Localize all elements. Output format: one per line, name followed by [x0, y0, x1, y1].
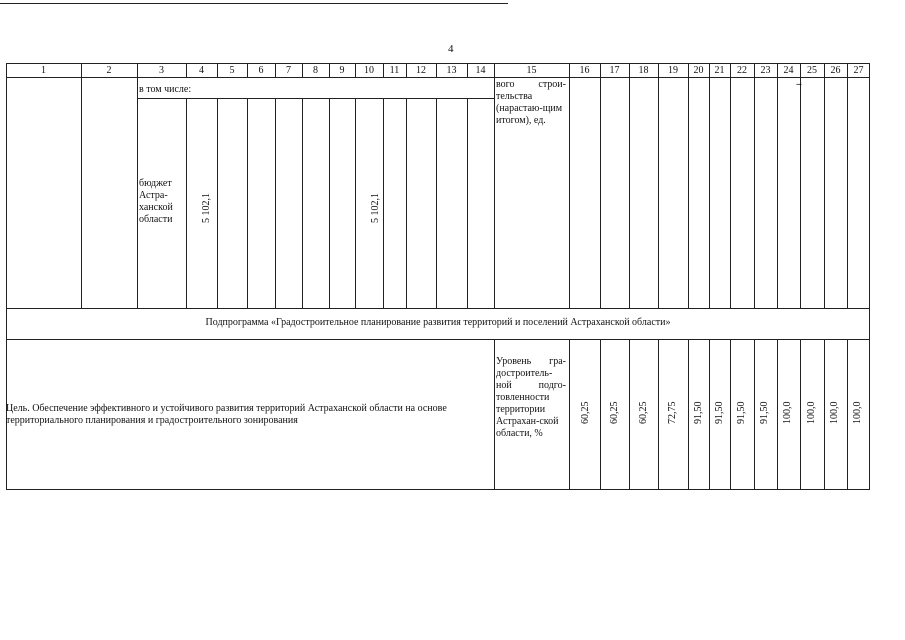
col-header-26: 26	[830, 65, 841, 76]
col-header-13: 13	[446, 65, 457, 76]
goal-value-22: 91,50	[736, 401, 747, 424]
col-header-10: 10	[364, 65, 374, 76]
col-header-17: 17	[609, 65, 620, 76]
col4-value: 5 102,1	[201, 193, 212, 223]
col-header-18: 18	[638, 65, 649, 76]
subprogram-title: Подпрограмма «Градостроительное планирование развития территорий и поселений Астраханской области»	[205, 317, 671, 328]
goal-value-16: 60,25	[580, 401, 591, 424]
goal-value-25: 100,0	[806, 401, 817, 424]
col-header-15: 15	[526, 65, 537, 76]
budget-label: бюджет Астра-ханской области	[139, 178, 173, 225]
col-header-5: 5	[229, 65, 235, 76]
col-header-14: 14	[475, 65, 486, 76]
goal-value-26: 100,0	[829, 401, 840, 424]
col-header-27: 27	[853, 65, 864, 76]
indicator-continued: вого строи-тельства (нарастаю-щим итогом), ед.	[496, 79, 566, 126]
goal-value-17: 60,25	[609, 401, 620, 424]
col-header-7: 7	[286, 65, 291, 76]
col-header-6: 6	[258, 65, 264, 76]
page-number: 4	[448, 43, 454, 55]
col-header-1: 1	[41, 65, 46, 76]
data-table	[6, 63, 870, 490]
col24-dash: –	[796, 79, 802, 90]
goal-value-27: 100,0	[852, 401, 863, 424]
goal-value-19: 72,75	[667, 401, 678, 424]
col-header-20: 20	[693, 65, 704, 76]
col-header-3: 3	[159, 65, 164, 76]
col-header-11: 11	[389, 65, 400, 76]
col-header-16: 16	[579, 65, 590, 76]
col-header-23: 23	[760, 65, 771, 76]
goal-value-20: 91,50	[693, 401, 704, 424]
goal-value-24: 100,0	[782, 401, 793, 424]
col-header-2: 2	[106, 65, 112, 76]
col-header-22: 22	[737, 65, 747, 76]
including-label: в том числе:	[139, 84, 192, 95]
col-header-4: 4	[199, 65, 204, 76]
goal-text: Цель. Обеспечение эффективного и устойчивого развития территорий Астраханской области на основе территориального планирования и градостроительного зонирования	[6, 403, 447, 426]
col-header-24: 24	[783, 65, 794, 76]
goal-value-21: 91,50	[714, 401, 725, 424]
goal-value-23: 91,50	[759, 401, 770, 424]
col-header-25: 25	[807, 65, 817, 76]
col-header-21: 21	[714, 65, 725, 76]
col-header-8: 8	[313, 65, 318, 76]
col-header-19: 19	[668, 65, 678, 76]
col10-value: 5 102,1	[370, 193, 381, 223]
goal-value-18: 60,25	[638, 401, 649, 424]
top-rule	[0, 3, 508, 4]
goal-indicator: Уровень гра-достроитель-ной подго-товленности территории Астрахан-ской области, %	[496, 356, 566, 439]
col-header-9: 9	[339, 65, 345, 76]
col-header-12: 12	[416, 65, 426, 76]
